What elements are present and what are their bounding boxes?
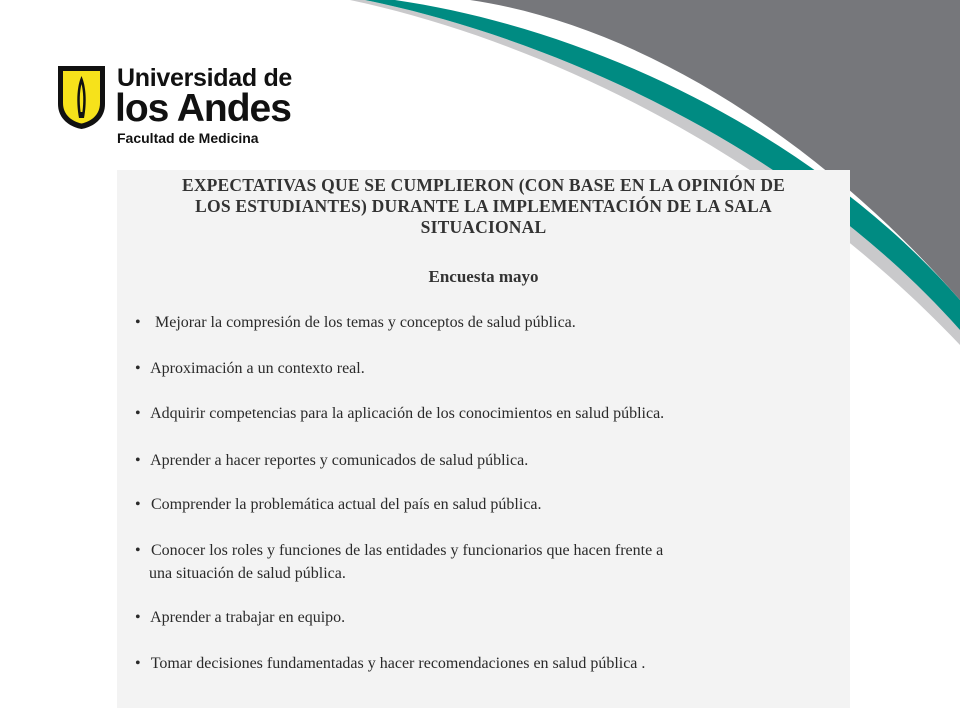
list-item	[135, 402, 840, 425]
list-item-text: Mejorar la compresión de los temas y conceptos de salud pública.	[155, 314, 576, 331]
list-item	[135, 606, 840, 629]
list-item-text: Adquirir competencias para la aplicación de los conocimientos en salud pública.	[150, 405, 665, 422]
bullet-icon: •	[135, 542, 141, 559]
list-item	[135, 357, 840, 380]
bullet-icon: •	[135, 496, 141, 513]
logo-name-line2: los Andes	[115, 87, 291, 130]
logo-faculty: Facultad de Medicina	[117, 130, 259, 146]
list-item-text: Conocer los roles y funciones de las entidades y funcionarios que hacen frente a	[151, 542, 664, 559]
slide-title-line: EXPECTATIVAS QUE SE CUMPLIERON (CON BASE EN LA OPINIÓN DE	[181, 175, 786, 195]
list-item	[135, 311, 840, 334]
list-item-text-continued: una situación de salud pública.	[149, 565, 346, 582]
list-item	[135, 493, 840, 516]
university-logo	[55, 62, 293, 152]
list-item-text: Tomar decisiones fundamentadas y hacer recomendaciones en salud pública .	[150, 655, 646, 672]
list-item-text: Aprender a hacer reportes y comunicados de salud pública.	[150, 452, 529, 469]
bullet-icon: •	[135, 655, 141, 672]
list-item	[135, 539, 840, 585]
bullet-icon: •	[135, 609, 141, 626]
university-shield-icon	[55, 64, 108, 130]
list-item-text: Aproximación a un contexto real.	[150, 360, 365, 377]
slide-title	[117, 175, 850, 238]
slide-content-panel	[117, 170, 850, 708]
bullet-icon: •	[135, 452, 141, 469]
list-item	[135, 449, 840, 472]
bullet-icon: •	[135, 314, 141, 331]
list-item-text: Comprender la problemática actual del país en salud pública.	[151, 496, 542, 513]
list-item	[135, 652, 840, 675]
logo-name-line1: Universidad de	[117, 64, 293, 92]
bullet-icon: •	[135, 405, 141, 422]
slide-title-line: LOS ESTUDIANTES) DURANTE LA IMPLEMENTACIÓN DE LA SALA	[195, 196, 772, 216]
slide-title-line: SITUACIONAL	[420, 217, 547, 237]
slide-subtitle: Encuesta mayo	[428, 267, 539, 286]
list-item-text: Aprender a trabajar en equipo.	[150, 609, 346, 626]
bullet-icon: •	[135, 360, 141, 377]
